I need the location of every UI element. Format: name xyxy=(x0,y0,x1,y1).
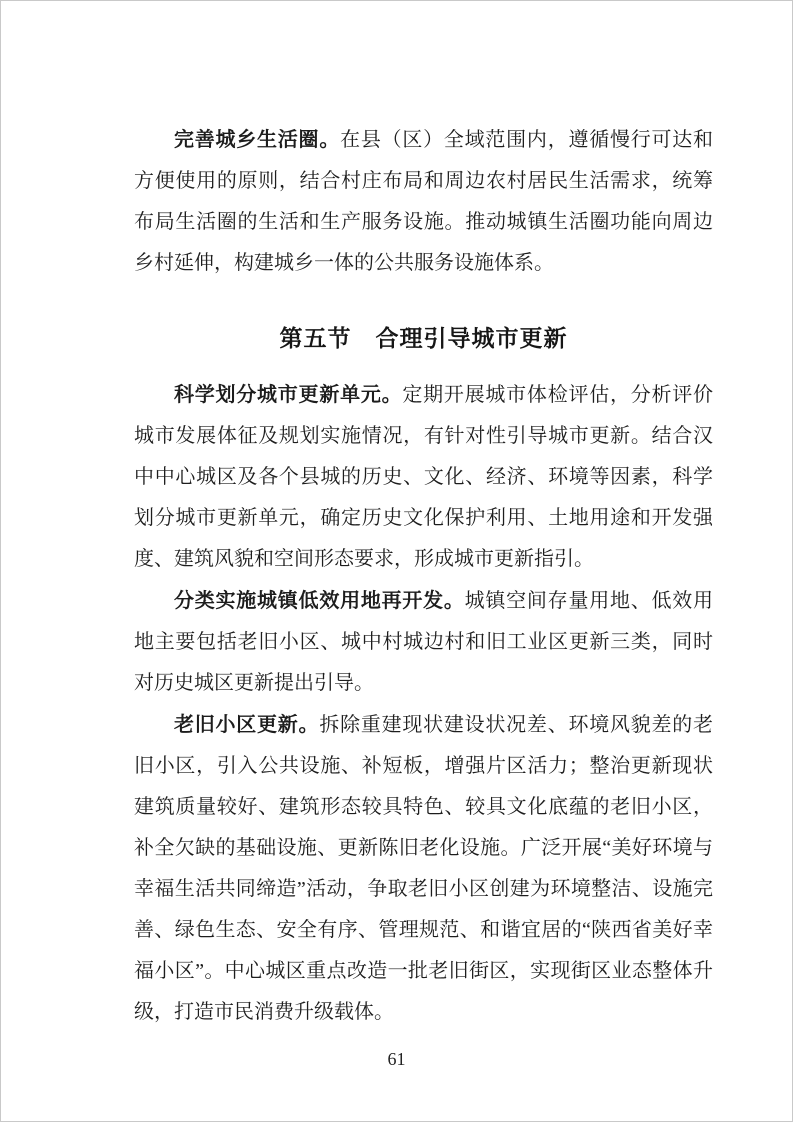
paragraph-urban-renewal-units xyxy=(134,374,713,580)
section-heading: 第五节 合理引导城市更新 xyxy=(279,326,568,352)
paragraph-low-efficiency-land xyxy=(134,580,713,704)
paragraph-lead-bold: 科学划分城市更新单元。 xyxy=(174,382,403,406)
paragraph-old-residential-renewal xyxy=(134,704,713,1033)
document-body xyxy=(134,119,713,1033)
paragraph-complete-life-circle xyxy=(134,119,713,284)
paragraph-text: 在县（区）全域范围内，遵循慢行可达和方便使用的原则，结合村庄布局和周边农村居民生活需求，统筹布局生活圈的生活和生产服务设施。推动城镇生活圈功能向周边乡村延伸，构建城乡一体的公共服务设施体系。 xyxy=(134,129,714,274)
paragraph-text: 定期开展城市体检评估，分析评价城市发展体征及规划实施情况，有针对性引导城市更新。结合汉中中心城区及各个县城的历史、文化、经济、环境等因素，科学划分城市更新单元，确定历史文化保护利用、土地用途和开发强度、建筑风貌和空间形态要求，形成城市更新指引。 xyxy=(134,384,714,570)
page-number: 61 xyxy=(387,1049,406,1069)
paragraph-lead-bold: 完善城乡生活圈。 xyxy=(174,127,341,151)
paragraph-lead-bold: 老旧小区更新。 xyxy=(174,712,320,736)
paragraph-text: 城镇空间存量用地、低效用地主要包括老旧小区、城中村城边村和旧工业区更新三类，同时对历史城区更新提出引导。 xyxy=(134,590,714,694)
paragraph-lead-bold: 分类实施城镇低效用地再开发。 xyxy=(174,588,465,612)
paragraph-text: 拆除重建现状建设状况差、环境风貌差的老旧小区，引入公共设施、补短板，增强片区活力；整治更新现状建筑质量较好、建筑形态较具特色、较具文化底蕴的老旧小区，补全欠缺的基础设施、更新陈旧老化设施。广泛开展“美好环境与幸福生活共同缔造”活动，争取老旧小区创建为环境整洁、设施完善、绿色生态、安全有序、管理规范、和谐宜居的“陕西省美好幸福小区”。中心城区重点改造一批老旧街区，实现街区业态整体升级，打造市民消费升级载体。 xyxy=(134,714,714,1023)
